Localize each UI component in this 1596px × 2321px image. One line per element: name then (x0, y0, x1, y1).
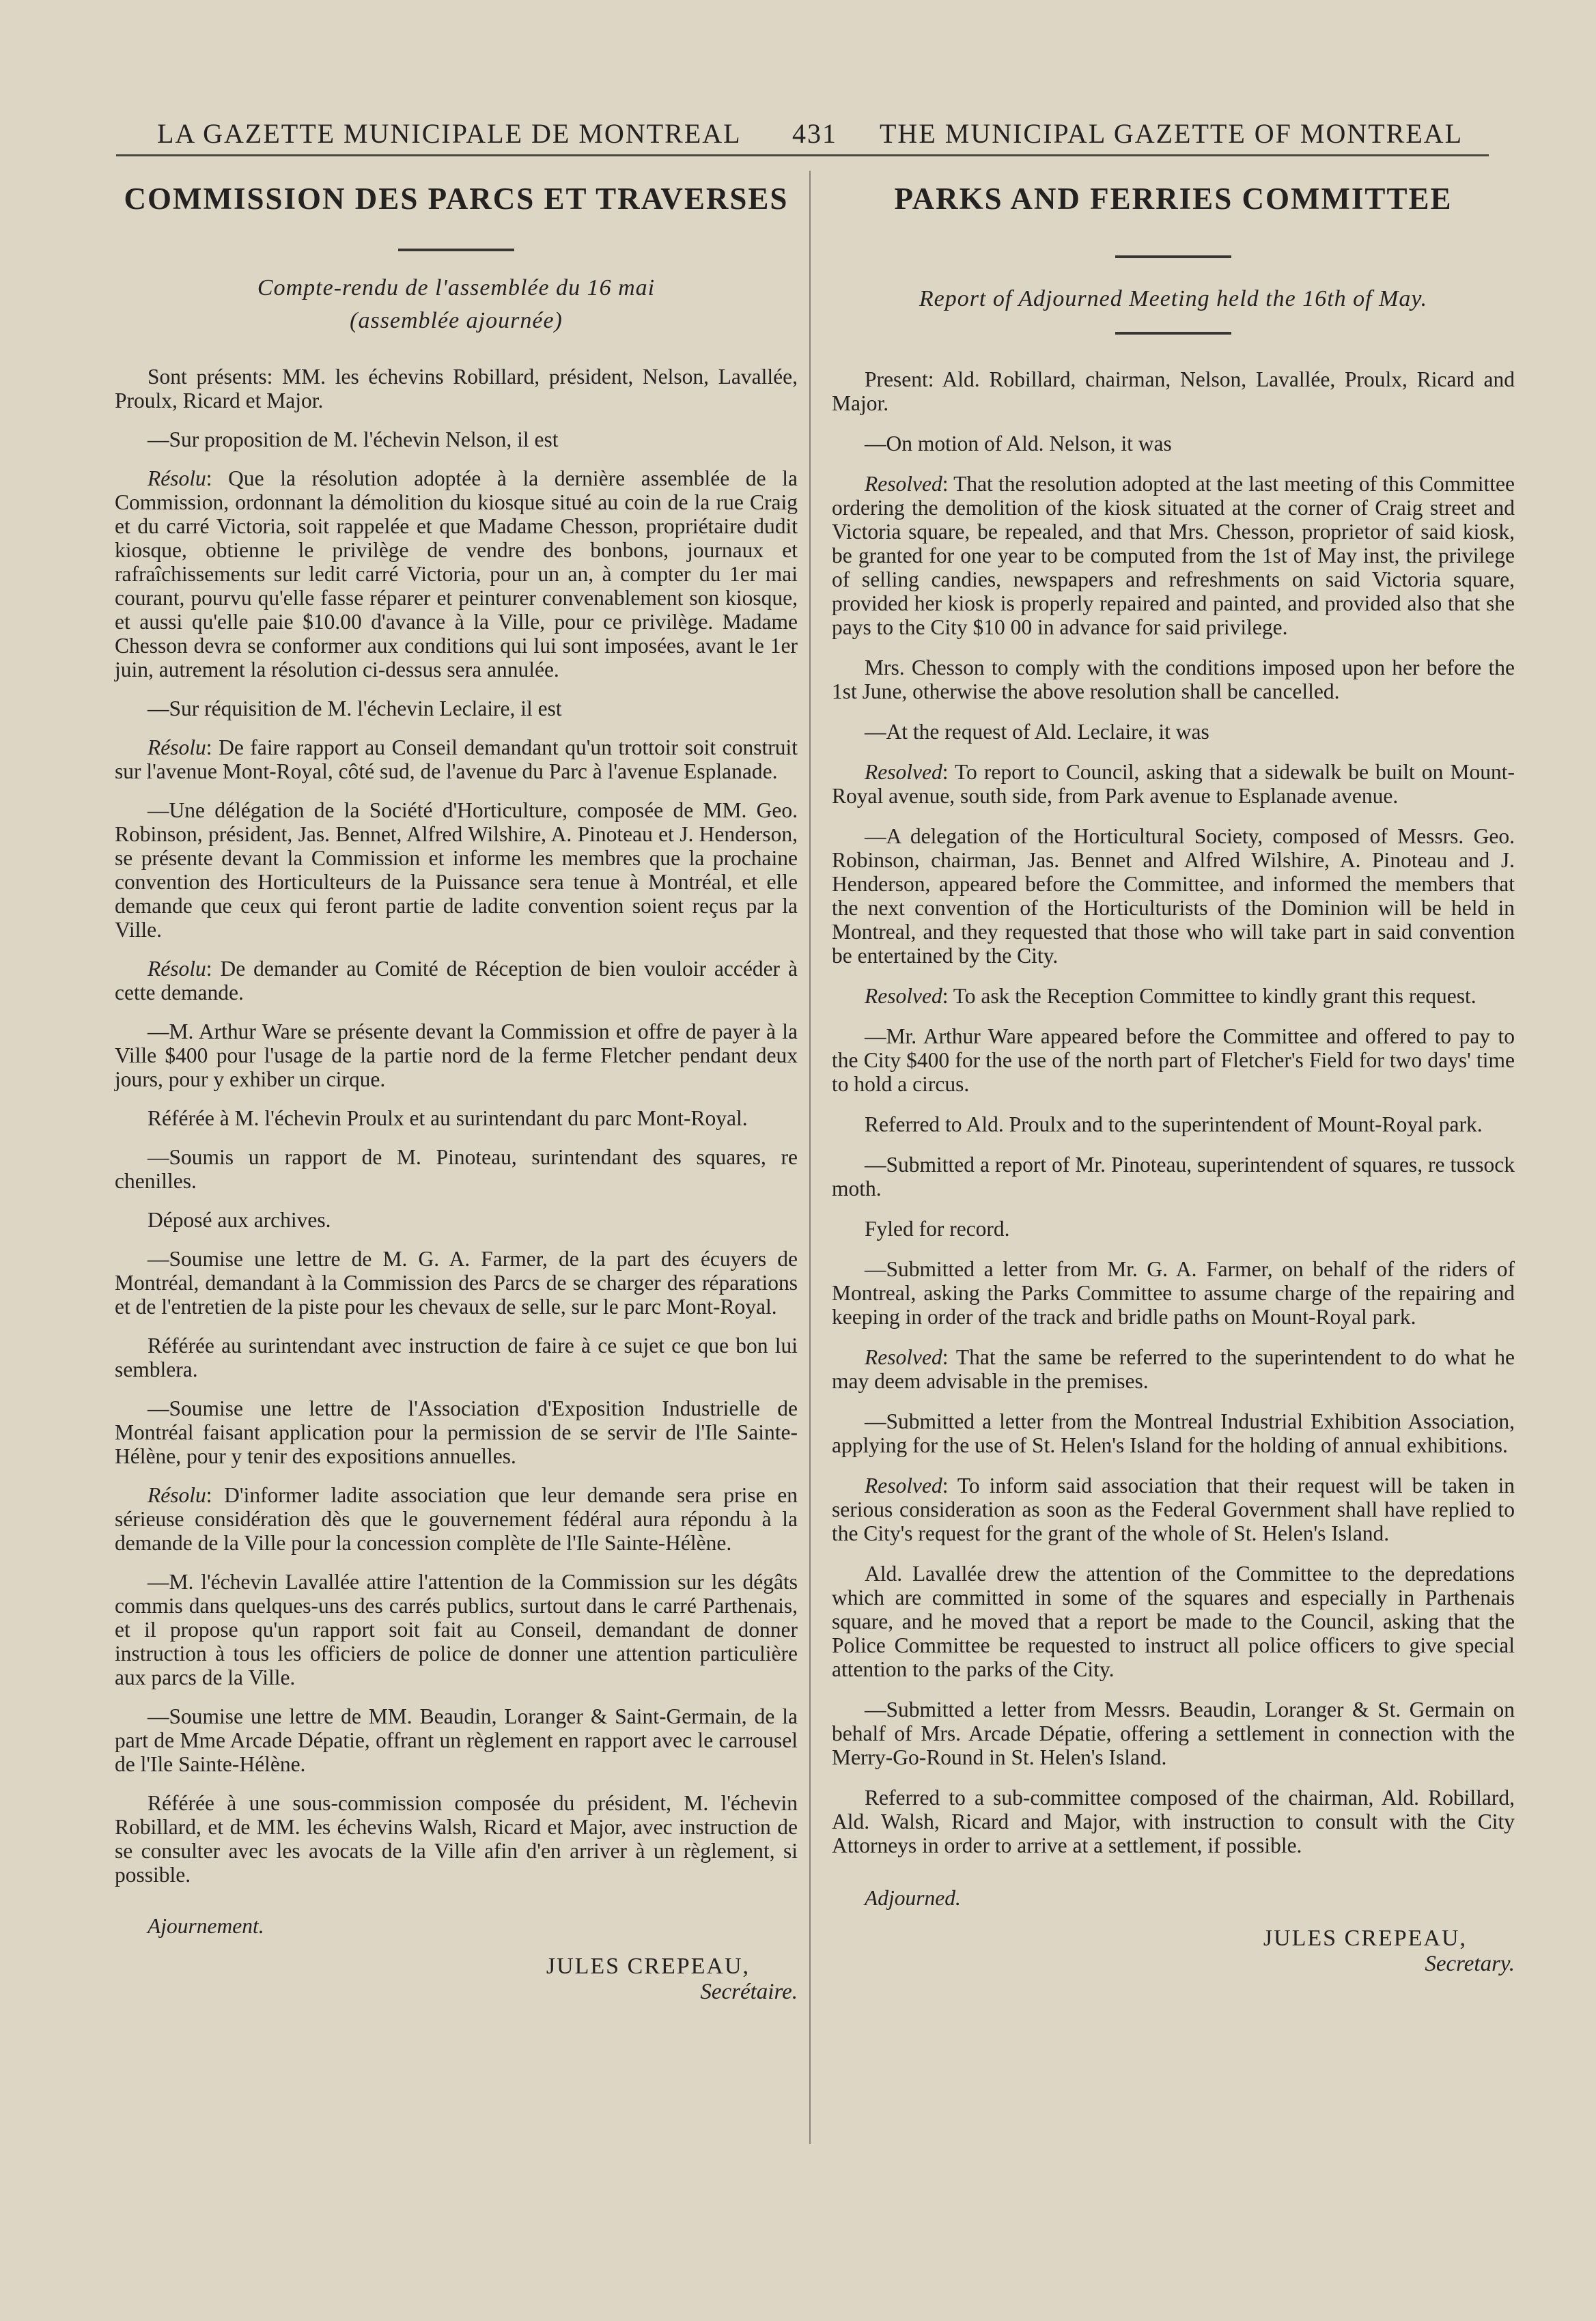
page-number: 431 (792, 118, 837, 149)
paragraph (115, 1396, 798, 1468)
paragraph-text: : That the same be referred to the superintendent to do what he may deem advisable in the premises. (832, 1345, 1515, 1393)
resolution-lead: Resolved (865, 1345, 942, 1369)
resolution-lead: Resolved (865, 1474, 942, 1497)
paragraph-text: —Submitted a report of Mr. Pinoteau, superintendent of squares, re tussock moth. (832, 1153, 1515, 1200)
paragraph (115, 1208, 798, 1232)
paragraph (115, 1247, 798, 1319)
paragraph-text: : Que la résolution adoptée à la dernière assemblée de la Commission, ordonnant la démolition du kiosque situé au coin de la rue Craig et du carré Victoria, soit rappelée et que Madame Chesson, propriétaire dudit kiosque, obtienne le privilège de vendre des bonbons, journaux et rafraîchissements sur ledit carré Victoria, pour un an, à compter du 1er mai courant, pourvu qu'elle fasse réparer et peinturer convenablement son kiosque, et aussi qu'elle paie $10.00 d'avance à la Ville, pour ce privilège. Madame Chesson devra se conformer aux conditions qui lui sont imposées, avant le 1er juin, autrement la résolution ci-dessus sera annulée. (115, 466, 798, 681)
paragraph (832, 1257, 1515, 1329)
paragraph-text: Référée à M. l'échevin Proulx et au surintendant du parc Mont-Royal. (148, 1106, 748, 1130)
english-subtitle: Report of Adjourned Meeting held the 16th of May. (919, 286, 1428, 311)
paragraph-text: —Sur réquisition de M. l'échevin Leclaire, il est (148, 697, 562, 720)
paragraph-text: —A delegation of the Horticultural Society, composed of Messrs. Geo. Robinson, chairman, Jas. Bennet and Alfred Wilshire, A. Pinoteau and J. Henderson, appeared before the Committee, and informed the members that the next convention of the Horticulturists of the Dominion will be held in Montreal, and they requested that those who will take part in said convention be entertained by the City. (832, 824, 1515, 968)
paragraph-text: Referred to Ald. Proulx and to the superintendent of Mount-Royal park. (865, 1112, 1483, 1136)
paragraph-text: Mrs. Chesson to comply with the conditions imposed upon her before the 1st June, otherwise the above resolution shall be cancelled. (832, 656, 1515, 703)
paragraph-text: —Soumise une lettre de M. G. A. Farmer, de la part des écuyers de Montréal, demandant à la Commission des Parcs de se charger des réparations et de l'entretien de la piste pour les chevaux de selle, sur le parc Mont-Royal. (115, 1247, 798, 1319)
resolution-lead: Resolved (865, 760, 942, 784)
paragraph-text: —Submitted a letter from the Montreal Industrial Exhibition Association, applying for the use of St. Helen's Island for the holding of annual exhibitions. (832, 1409, 1515, 1457)
resolution-lead: Resolved (865, 472, 942, 496)
paragraph-text: —Soumis un rapport de M. Pinoteau, surintendant des squares, re chenilles. (115, 1145, 798, 1193)
paragraph (115, 427, 798, 451)
paragraph-text: : D'informer ladite association que leur demande sera prise en sérieuse considération dès que le gouvernement fédéral aura répondu à la demande de la Ville pour la concession complète de l'Ile Sainte-Hélène. (115, 1483, 798, 1555)
paragraph-text: —M. l'échevin Lavallée attire l'attention de la Commission sur les dégâts commis dans quelques-uns des carrés publics, surtout dans le carré Parthenais, et il propose qu'un rapport soit fait au Conseil, demandant de donner instruction à tous les officiers de police de donner une attention particulière aux parcs de la Ville. (115, 1570, 798, 1689)
paragraph (115, 466, 798, 681)
paragraph (115, 1704, 798, 1776)
paragraph-text: Ald. Lavallée drew the attention of the Committee to the depredations which are committed in some of the squares and especially in Parthenais square, and he moved that a report be made to the Council, asking that the Police Committee be requested to instruct all police officers to give special attention to the parks of the City. (832, 1562, 1515, 1681)
french-column (115, 175, 798, 2005)
paragraph-text: —Une délégation de la Société d'Horticulture, composée de MM. Geo. Robinson, président, Jas. Bennet, Alfred Wilshire, A. Pinoteau et J. Henderson, se présente devant la Commission et informe les membres que la prochaine convention des Horticulteurs de la Puissance sera tenue à Montréal, et elle demande que ceux qui feront partie de ladite convention soient reçus par la Ville. (115, 798, 798, 942)
paragraph (832, 1562, 1515, 1681)
paragraph (115, 1019, 798, 1091)
paragraph-text: —On motion of Ald. Nelson, it was (865, 432, 1172, 455)
running-head-english: THE MUNICIPAL GAZETTE OF MONTREAL (880, 118, 1464, 149)
paragraph-text: Fyled for record. (865, 1217, 1010, 1241)
paragraph-text: : To report to Council, asking that a sidewalk be built on Mount-Royal avenue, south side, from Park avenue to Esplanade avenue. (832, 760, 1515, 808)
french-body (115, 365, 798, 1887)
paragraph (832, 472, 1515, 639)
paragraph (832, 1698, 1515, 1769)
running-head (116, 117, 1489, 158)
paragraph (832, 1786, 1515, 1857)
paragraph (115, 1145, 798, 1193)
paragraph-text: —Submitted a letter from Mr. G. A. Farmer, on behalf of the riders of Montreal, asking the Parks Committee to assume charge of the repairing and keeping in order of the track and bridle paths on Mount-Royal park. (832, 1257, 1515, 1329)
paragraph (115, 957, 798, 1004)
paragraph (832, 1474, 1515, 1545)
paragraph (832, 984, 1515, 1008)
paragraph (832, 1409, 1515, 1457)
paragraph (832, 1112, 1515, 1136)
resolution-lead: Résolu (148, 735, 206, 759)
paragraph-text: : To ask the Reception Committee to kindly grant this request. (942, 984, 1476, 1008)
french-adjournment: Ajournement. (148, 1914, 264, 1938)
paragraph-text: Référée à une sous-commission composée du président, M. l'échevin Robillard, et de MM. les échevins Walsh, Ricard et Major, avec instruction de se consulter avec les avocats de la Ville afin d'en arriver à un règlement, si possible. (115, 1791, 798, 1887)
paragraph-text: —Soumise une lettre de MM. Beaudin, Loranger & Saint-Germain, de la part de Mme Arcade Dépatie, offrant un règlement en rapport avec le carrousel de l'Ile Sainte-Hélène. (115, 1704, 798, 1776)
paragraph (115, 365, 798, 412)
paragraph-text: —Soumise une lettre de l'Association d'Exposition Industrielle de Montréal faisant application pour la permission de se servir de l'Ile Sainte-Hélène, pour y tenir des expositions annuelles. (115, 1396, 798, 1468)
paragraph (832, 720, 1515, 744)
resolution-lead: Résolu (148, 466, 206, 490)
english-signature-name: JULES CREPEAU, (1263, 1926, 1467, 1951)
paragraph-text: : To inform said association that their request will be taken in serious consideration as soon as the Federal Government shall have replied to the City's request for the grant of the whole of St. Helen's Island. (832, 1474, 1515, 1545)
paragraph (832, 1024, 1515, 1096)
header-rule (116, 154, 1489, 156)
paragraph-text: Present: Ald. Robillard, chairman, Nelson, Lavallée, Proulx, Ricard and Major. (832, 367, 1515, 415)
paragraph-text: —Sur proposition de M. l'échevin Nelson, il est (148, 427, 559, 451)
paragraph (832, 367, 1515, 415)
paragraph-text: : That the resolution adopted at the last meeting of this Committee ordering the demolition of the kiosk situated at the corner of Craig street and Victoria square, be repealed, and that Mrs. Chesson, proprietor of said kiosk, be granted for one year to be computed from the 1st of May inst, the privilege of selling candies, newspapers and refreshments on said Victoria square, provided her kiosk is properly repaired and painted, and provided also that she pays to the City $10 00 in advance for said privilege. (832, 472, 1515, 639)
french-signature-title: Secrétaire. (700, 1980, 798, 2004)
paragraph-text: : De demander au Comité de Réception de bien vouloir accéder à cette demande. (115, 957, 798, 1004)
paragraph-text: —M. Arthur Ware se présente devant la Commission et offre de payer à la Ville $400 pour l'usage de la partie nord de la ferme Fletcher pendant deux jours, pour y exhiber un cirque. (115, 1019, 798, 1091)
paragraph (832, 1217, 1515, 1241)
french-subtitle-line2: (assemblée ajournée) (350, 308, 563, 333)
paragraph (832, 760, 1515, 808)
paragraph-text: Referred to a sub-committee composed of the chairman, Ald. Robillard, Ald. Walsh, Ricard and Major, with instruction to consult with the City Attorneys in order to arrive at a settlement, if possible. (832, 1786, 1515, 1857)
paragraph (832, 432, 1515, 455)
paragraph (115, 1791, 798, 1887)
french-signature-name: JULES CREPEAU, (546, 1954, 750, 1979)
paragraph-text: —At the request of Ald. Leclaire, it was (865, 720, 1209, 744)
french-subtitle-line1: Compte-rendu de l'assemblée du 16 mai (257, 275, 656, 300)
running-head-french: LA GAZETTE MUNICIPALE DE MONTREAL (157, 118, 742, 149)
paragraph-text: —Mr. Arthur Ware appeared before the Committee and offered to pay to the City $400 for the use of the north part of Fletcher's Field for two days' time to hold a circus. (832, 1024, 1515, 1096)
column-divider (809, 171, 811, 2144)
paragraph (832, 824, 1515, 968)
paragraph (115, 1106, 798, 1130)
paragraph (115, 735, 798, 783)
english-heading: PARKS AND FERRIES COMMITTEE (894, 182, 1453, 216)
paragraph (115, 798, 798, 942)
resolution-lead: Résolu (148, 957, 206, 981)
paragraph (115, 697, 798, 720)
paragraph-text: : De faire rapport au Conseil demandant qu'un trottoir soit construit sur l'avenue Mont-Royal, côté sud, de l'avenue du Parc à l'avenue Esplanade. (115, 735, 798, 783)
paragraph (832, 1345, 1515, 1393)
paragraph (832, 656, 1515, 703)
paragraph-text: Sont présents: MM. les échevins Robillard, président, Nelson, Lavallée, Proulx, Ricard et Major. (115, 365, 798, 412)
english-body (832, 367, 1515, 1857)
paragraph (115, 1483, 798, 1555)
paragraph (832, 1153, 1515, 1200)
english-adjournment: Adjourned. (865, 1886, 961, 1910)
resolution-lead: Resolved (865, 984, 942, 1008)
paragraph (115, 1570, 798, 1689)
paragraph-text: Référée au surintendant avec instruction de faire à ce sujet ce que bon lui semblera. (115, 1334, 798, 1381)
paragraph (115, 1334, 798, 1381)
french-heading: COMMISSION DES PARCS ET TRAVERSES (124, 182, 789, 216)
english-signature-title: Secretary. (1425, 1952, 1515, 1976)
paragraph-text: —Submitted a letter from Messrs. Beaudin, Loranger & St. Germain on behalf of Mrs. Arcade Dépatie, offering a settlement in connection with the Merry-Go-Round in St. Helen's Island. (832, 1698, 1515, 1769)
english-column (832, 175, 1515, 1977)
paragraph-text: Déposé aux archives. (148, 1208, 331, 1232)
resolution-lead: Résolu (148, 1483, 206, 1507)
